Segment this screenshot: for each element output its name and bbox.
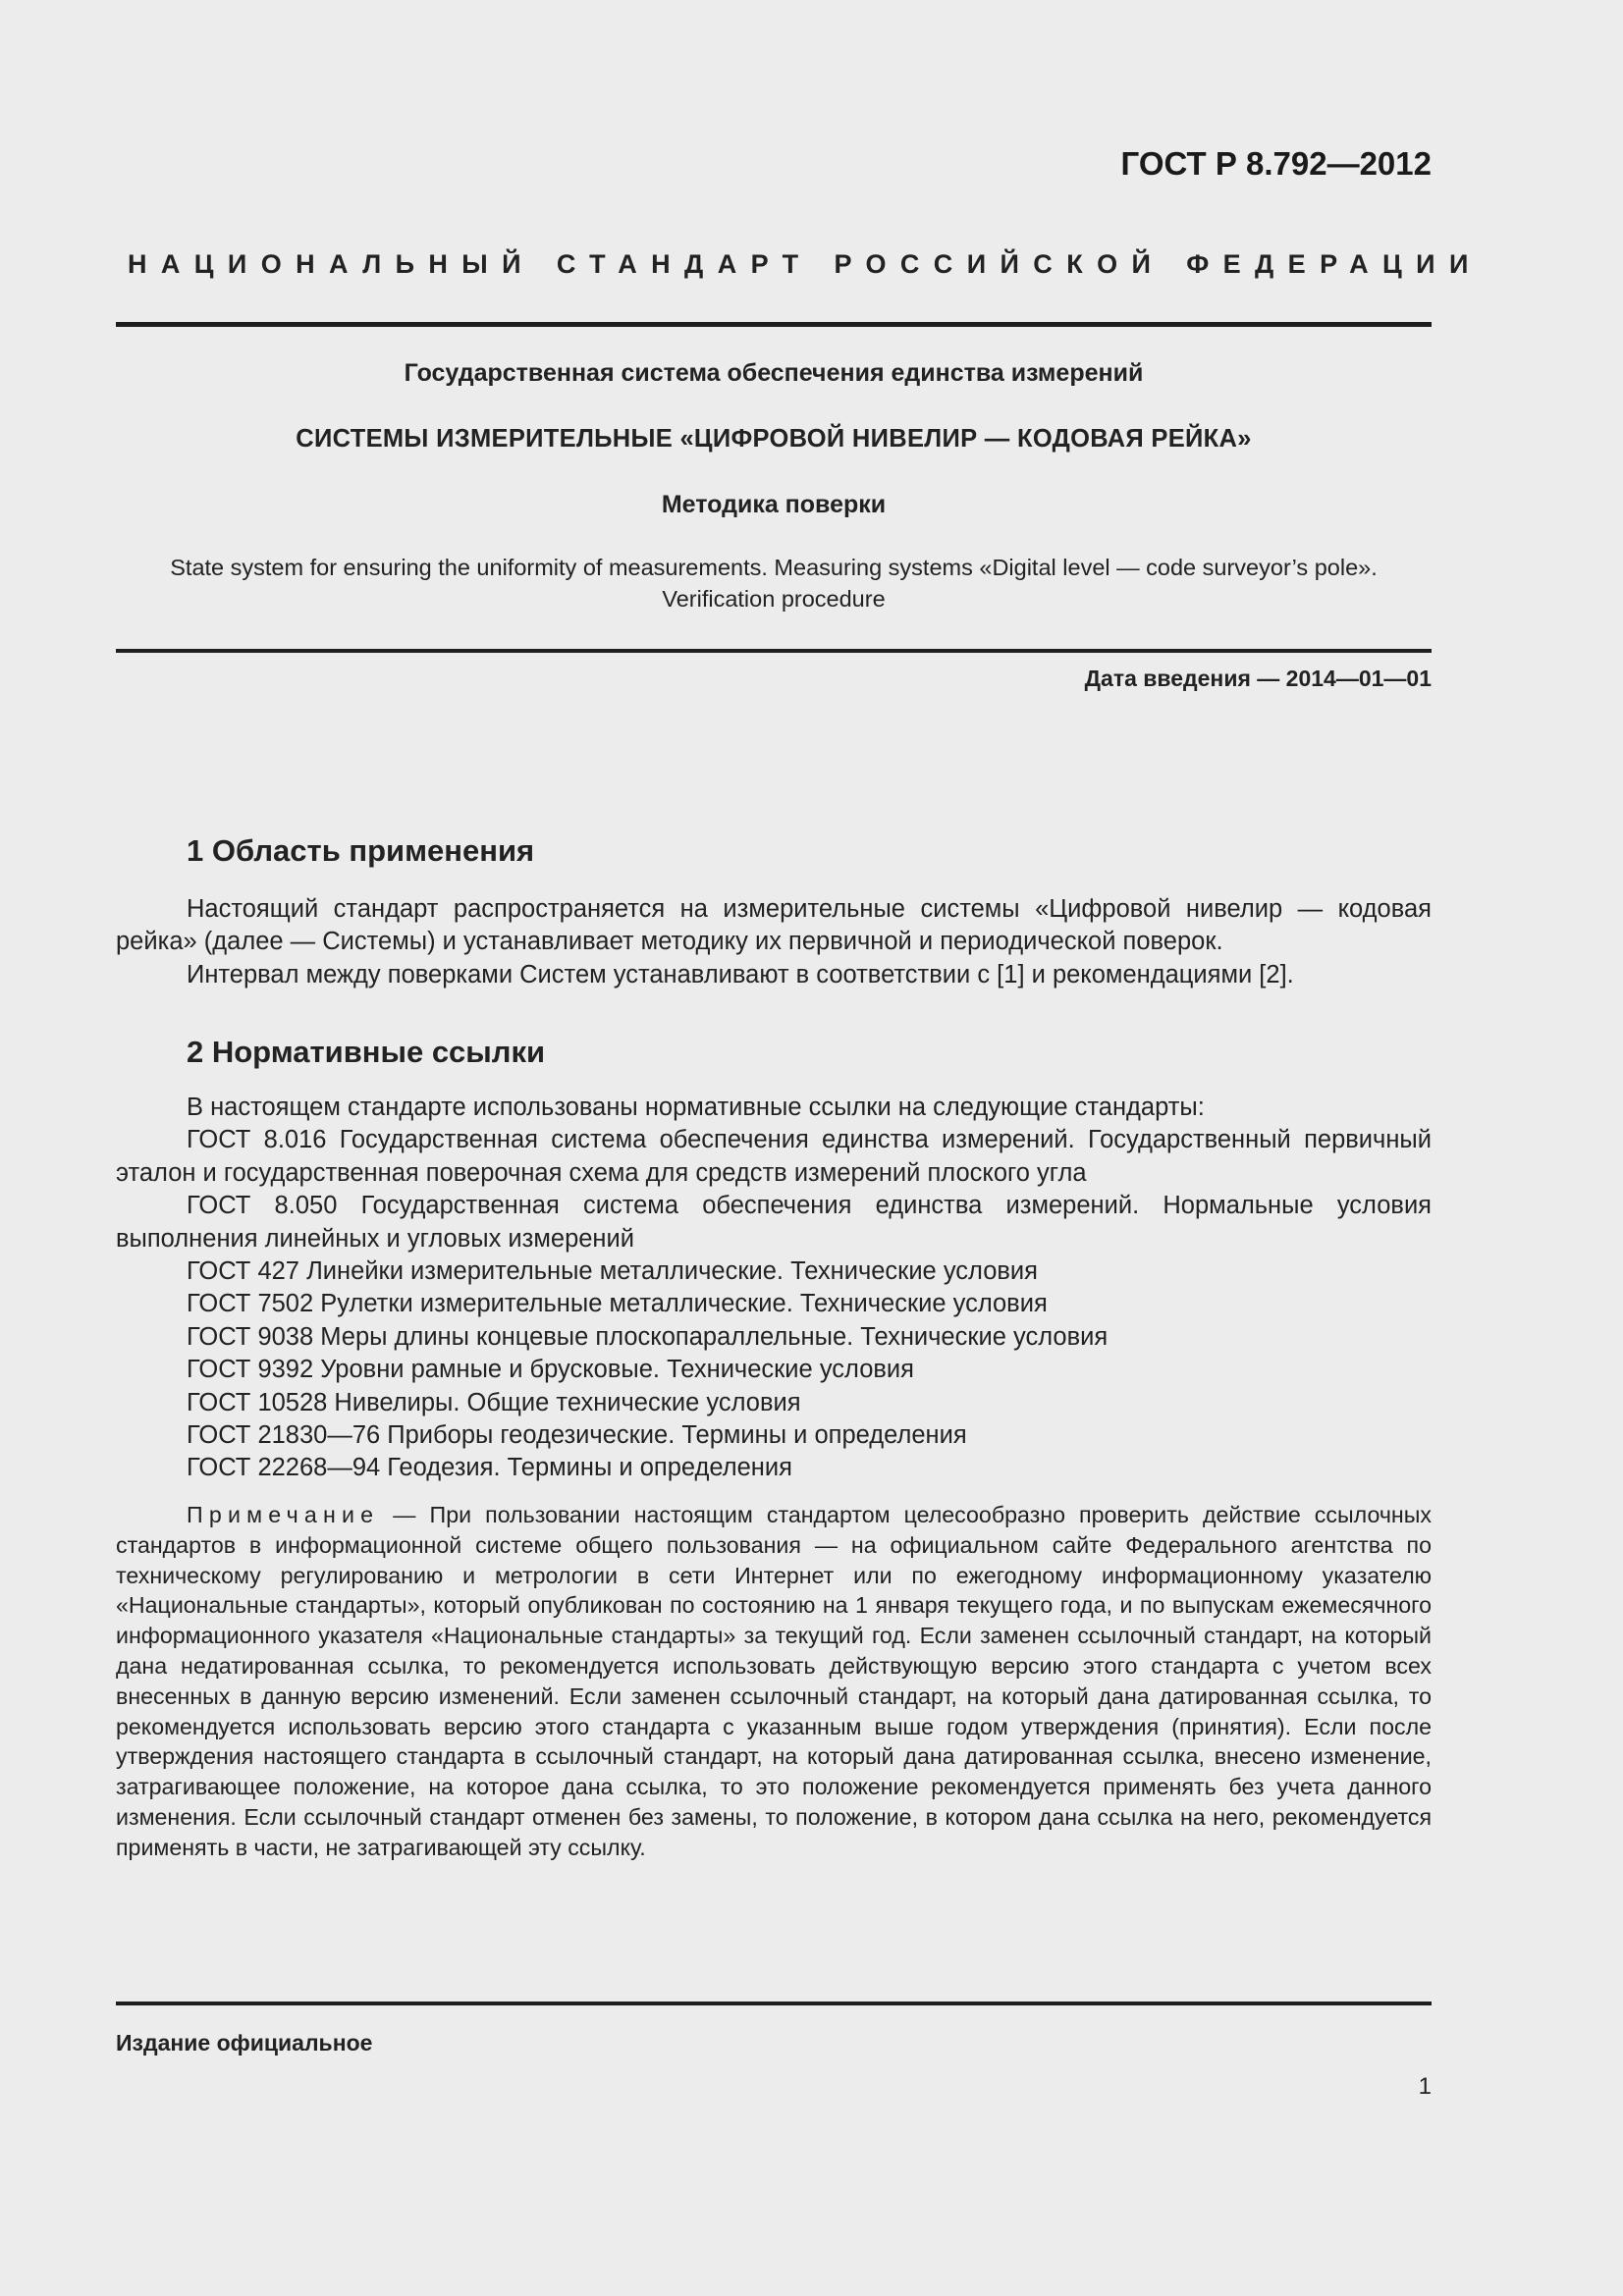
title-divider bbox=[116, 649, 1432, 653]
footer-divider bbox=[116, 2002, 1432, 2005]
section-1-body bbox=[116, 893, 1432, 991]
subtitle: Методика поверки bbox=[661, 491, 887, 518]
main-title: СИСТЕМЫ ИЗМЕРИТЕЛЬНЫЕ «ЦИФРОВОЙ НИВЕЛИР — КОДОВАЯ РЕЙКА» bbox=[296, 425, 1252, 453]
reference-item: ГОСТ 9038 Меры длины концевые плоскопараллельные. Технические условия bbox=[187, 1322, 1109, 1351]
note-text: — При пользовании настоящим стандартом целесообразно проверить действие ссылочных стандартов в информационной системе общего пользования — на официальном сайте Федерального агентства по техническому регулированию и метрологии в сети Интернет или по ежегодному информационному указателю «Национальные стандарты», который опубликован по состоянию на 1 января текущего года, и по выпускам ежемесячного информационного указателя «Национальные стандарты» за текущий год. Если заменен ссылочный стандарт, на который дана недатированная ссылка, то рекомендуется использовать действующую версию этого стандарта с учетом всех внесенных в данную версию изменений. Если заменен ссылочный стандарт, на который дана датированная ссылка, то рекомендуется использовать версию этого стандарта с указанным выше годом утверждения (принятия). Если после утверждения настоящего стандарта в ссылочный стандарт, на который дана датированная ссылка, внесено изменение, затрагивающее положение, на которое дана ссылка, то это положение рекомендуется применять без учета данного изменения. Если ссылочный стандарт отменен без замены, то положение, в котором дана ссылка на него, рекомендуется применять в части, не затрагивающей эту ссылку. bbox=[116, 1502, 1432, 1860]
reference-note bbox=[116, 1500, 1432, 1863]
section-2-heading: 2 Нормативные ссылки bbox=[187, 1035, 546, 1069]
national-standard-title: НАЦИОНАЛЬНЫЙ СТАНДАРТ РОССИЙСКОЙ ФЕДЕРАЦИИ bbox=[128, 249, 1483, 279]
reference-item: ГОСТ 21830—76 Приборы геодезические. Термины и определения bbox=[187, 1421, 967, 1450]
top-divider bbox=[116, 322, 1432, 327]
official-edition-label: Издание официальное bbox=[116, 2030, 373, 2056]
english-title bbox=[116, 552, 1432, 614]
section-2-intro: В настоящем стандарте использованы нормативные ссылки на следующие стандарты: bbox=[187, 1094, 1205, 1121]
system-name: Государственная система обеспечения единства измерений bbox=[404, 359, 1144, 387]
reference-item: ГОСТ 10528 Нивелиры. Общие технические условия bbox=[187, 1388, 801, 1416]
english-title-line-1: State system for ensuring the uniformity of measurements. Measuring systems «Digital level — code surveyor’s pole». bbox=[170, 555, 1378, 580]
section-1-paragraph: Интервал между поверками Систем устанавливают в соответствии с [1] и рекомендациями [2]. bbox=[187, 960, 1294, 988]
introduction-date: Дата введения — 2014—01—01 bbox=[1084, 666, 1432, 691]
reference-item: ГОСТ 7502 Рулетки измерительные металлические. Технические условия bbox=[187, 1290, 1048, 1318]
note-label: Примечание bbox=[187, 1502, 380, 1527]
reference-item: ГОСТ 9392 Уровни рамные и брусковые. Технические условия bbox=[187, 1356, 914, 1384]
reference-item: ГОСТ 8.016 Государственная система обеспечения единства измерений. Государственный первичный эталон и государственная поверочная схема для средств измерений плоского угла bbox=[116, 1126, 1432, 1187]
document-code: ГОСТ Р 8.792—2012 bbox=[1120, 145, 1432, 182]
english-title-line-2: Verification procedure bbox=[662, 586, 886, 612]
section-1-paragraph: Настоящий стандарт распространяется на измерительные системы «Цифровой нивелир — кодовая рейка» (далее — Системы) и устанавливает методику их первичной и периодической поверок. bbox=[116, 895, 1432, 956]
section-1-heading: 1 Область применения bbox=[187, 833, 535, 868]
section-2-body bbox=[116, 1092, 1432, 1485]
reference-item: ГОСТ 22268—94 Геодезия. Термины и определения bbox=[187, 1454, 792, 1482]
reference-item: ГОСТ 8.050 Государственная система обеспечения единства измерений. Нормальные условия выполнения линейных и угловых измерений bbox=[116, 1192, 1432, 1253]
page-number: 1 bbox=[1418, 2073, 1432, 2100]
document-page bbox=[116, 0, 1483, 2296]
reference-item: ГОСТ 427 Линейки измерительные металлические. Технические условия bbox=[187, 1257, 1038, 1286]
